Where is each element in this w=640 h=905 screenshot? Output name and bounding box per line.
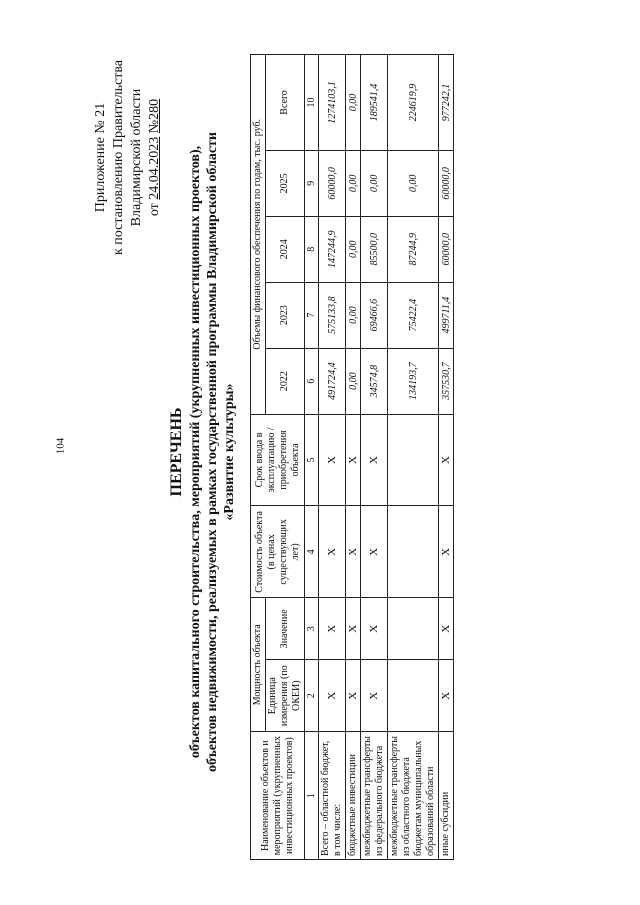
cell-2023: 75422,4 [388,282,439,348]
table-row [439,55,454,860]
document-title [168,62,238,842]
header-2024: 2024 [266,216,305,282]
appendix-date: 24.04.2023 [147,136,162,200]
cell-2024: 85500,0 [361,216,388,282]
cell-cost: X [439,506,454,598]
cell-2022: 0,00 [346,348,361,414]
header-name: Наименование объектов и мероприятий (укрупненных инвестиционных проектов) [251,732,305,860]
index-cell: 4 [305,506,319,598]
appendix-line-1: Приложение № 21 [93,102,108,213]
cell-2023: 69466,6 [361,282,388,348]
index-cell: 9 [305,150,319,216]
cell-2022: 491724,4 [319,348,346,414]
row-label: межбюджетные трансферты из областного бюджета бюджетам муниципальных образований области [388,732,439,860]
cell-deadline: X [439,414,454,506]
header-capacity: Мощность объекта [251,598,266,732]
cell-total: 189541,4 [361,55,388,151]
header-2023: 2023 [266,282,305,348]
cell-2025: 0,00 [388,150,439,216]
title-line-3: «Развитие культуры» [222,383,237,521]
header-value: Значение [266,598,305,660]
cell-2025: 0,00 [346,150,361,216]
cell-2024: 87244,9 [388,216,439,282]
header-total: Всего [266,55,305,151]
cell-deadline [388,414,439,506]
header-2022: 2022 [266,348,305,414]
cell-cost: X [361,506,388,598]
header-row-1 [251,55,266,860]
cell-2024: 0,00 [346,216,361,282]
cell-total: 0,00 [346,55,361,151]
row-label: бюджетные инвестиции [346,732,361,860]
cell-unit [388,660,439,732]
index-cell: 1 [305,732,319,860]
cell-cost [388,506,439,598]
table-row [319,55,346,860]
cell-2022: 34574,8 [361,348,388,414]
row-label: Всего – областной бюджет, в том числе: [319,732,346,860]
cell-2022: 357530,7 [439,348,454,414]
cell-value: X [319,598,346,660]
cell-value: X [361,598,388,660]
cell-total: 224619,9 [388,55,439,151]
index-cell: 5 [305,414,319,506]
title-main: ПЕРЕЧЕНЬ [168,407,185,497]
title-line-1: объектов капитального строительства, мероприятий (укрупненных инвестиционных проектов), [188,145,203,759]
sheet-content [60,22,640,882]
table-row [361,55,388,860]
index-cell: 8 [305,216,319,282]
cell-value [388,598,439,660]
cell-unit: X [319,660,346,732]
cell-2024: 60000,0 [439,216,454,282]
cell-deadline: X [319,414,346,506]
index-cell: 6 [305,348,319,414]
index-cell: 2 [305,660,319,732]
title-line-2: объектов недвижимости, реализуемых в рамках государственной программы Владимирской области [205,131,220,773]
cell-unit: X [346,660,361,732]
page-number: 104 [54,437,67,455]
cell-2025: 0,00 [361,150,388,216]
cell-unit: X [361,660,388,732]
appendix-date-prefix: от [147,203,162,217]
header-funding: Объемы финансового обеспечения по годам, тыс. руб. [251,55,266,415]
appendix-number: №280 [147,98,162,134]
cell-2023: 0,00 [346,282,361,348]
cell-deadline: X [346,414,361,506]
row-label: иные субсидии [439,732,454,860]
objects-table [250,54,454,860]
appendix-block [92,60,164,255]
table-row [346,55,361,860]
cell-2025: 60000,0 [319,150,346,216]
cell-2023: 575133,8 [319,282,346,348]
index-row [305,55,319,860]
header-deadline: Срок ввода в эксплуатацию / приобретения объекта [251,414,305,506]
cell-2024: 147244,9 [319,216,346,282]
cell-value: X [346,598,361,660]
rotated-sheet [60,22,640,882]
header-unit: Единица измерения (по ОКЕИ) [266,660,305,732]
cell-total: 977242,1 [439,55,454,151]
cell-2025: 60000,0 [439,150,454,216]
cell-2023: 499711,4 [439,282,454,348]
row-label: межбюджетные трансферты из федерального бюджета [361,732,388,860]
header-2025: 2025 [266,150,305,216]
cell-total: 1274103,1 [319,55,346,151]
cell-cost: X [346,506,361,598]
header-cost: Стоимость объекта (в ценах существующих лет) [251,506,305,598]
cell-cost: X [319,506,346,598]
appendix-line-2: к постановлению Правительства [111,60,126,256]
index-cell: 7 [305,282,319,348]
cell-2022: 134193,7 [388,348,439,414]
cell-unit: X [439,660,454,732]
index-cell: 3 [305,598,319,660]
cell-deadline: X [361,414,388,506]
index-cell: 10 [305,55,319,151]
cell-value: X [439,598,454,660]
appendix-line-3: Владимирской области [129,88,144,227]
table-row [388,55,439,860]
appendix-date-line [146,60,164,255]
